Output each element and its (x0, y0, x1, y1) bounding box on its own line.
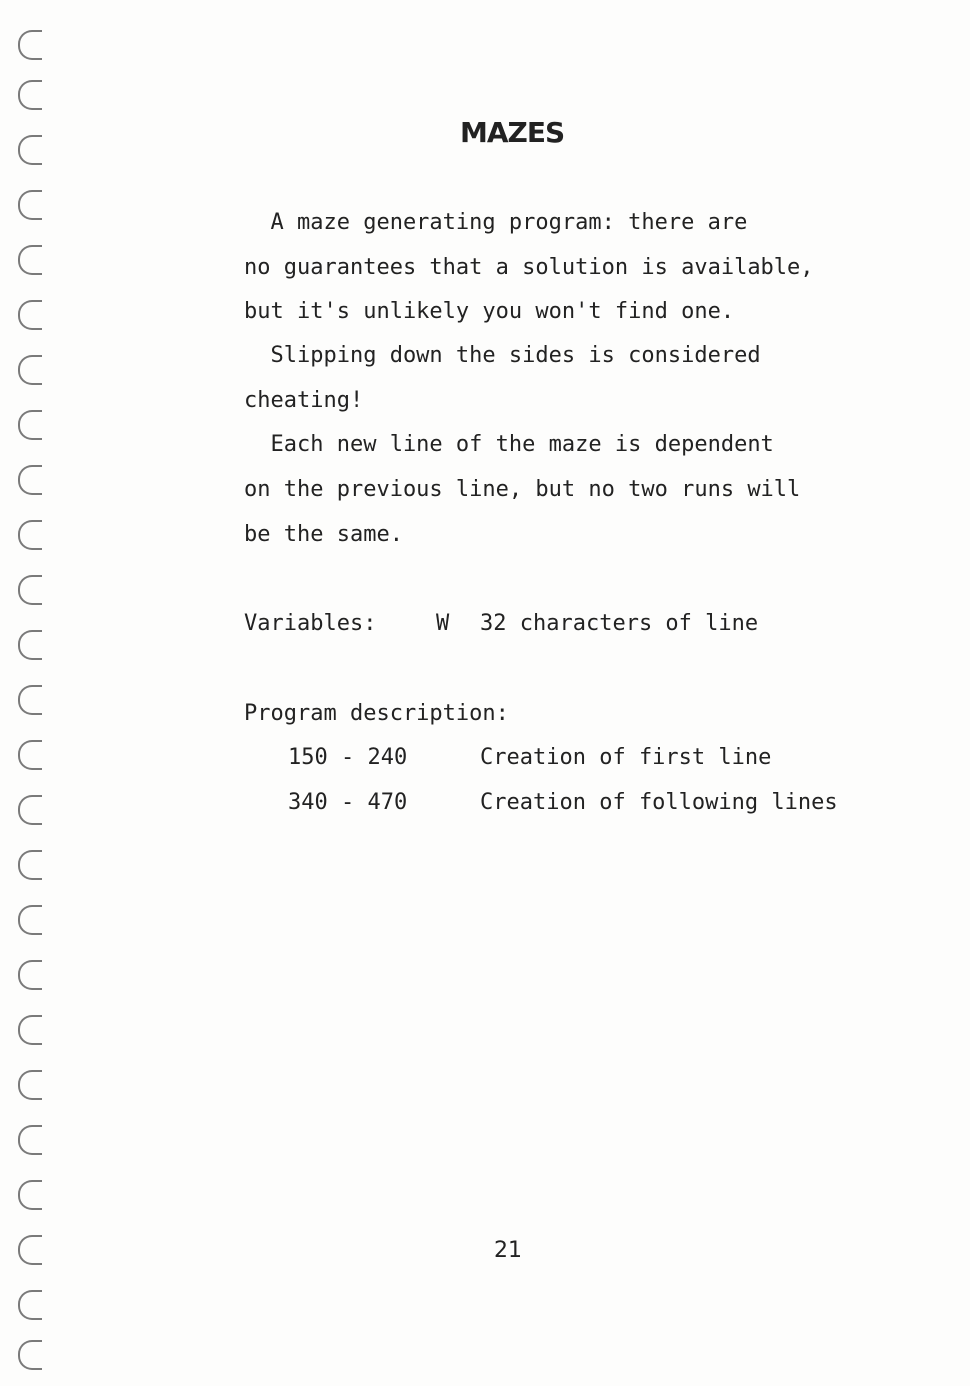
binder-ring (18, 1015, 42, 1045)
line-range: 150 - 240 (288, 745, 408, 770)
paragraph-line: no guarantees that a solution is available, (244, 255, 814, 280)
binder-ring (18, 1235, 42, 1265)
binder-ring (18, 520, 42, 550)
binder-ring (18, 410, 42, 440)
binder-ring (18, 355, 42, 385)
paragraph-line: Slipping down the sides is considered (244, 343, 761, 368)
page-title: MAZES (460, 116, 565, 149)
variable-description: 32 characters of line (480, 611, 759, 636)
binder-ring (18, 685, 42, 715)
program-description-heading: Program description: (244, 701, 509, 726)
binder-ring (18, 630, 42, 660)
binder-ring (18, 245, 42, 275)
page-number: 21 (494, 1238, 522, 1263)
variables-label: Variables: (244, 611, 377, 636)
binder-ring (18, 960, 42, 990)
binder-ring (18, 905, 42, 935)
paragraph-line: on the previous line, but no two runs will (244, 477, 801, 502)
binder-ring (18, 1340, 42, 1370)
binder-ring (18, 1070, 42, 1100)
paragraph-line: cheating! (244, 388, 364, 413)
paragraph-line: Each new line of the maze is dependent (244, 432, 774, 457)
variable-name: W (436, 611, 450, 636)
binder-ring (18, 1290, 42, 1320)
line-range-description: Creation of first line (480, 745, 772, 770)
binder-ring (18, 465, 42, 495)
binder-rings (8, 20, 48, 1380)
binder-ring (18, 300, 42, 330)
binder-ring (18, 80, 42, 110)
paragraph-line: but it's unlikely you won't find one. (244, 299, 735, 324)
binder-ring (18, 1125, 42, 1155)
binder-ring (18, 190, 42, 220)
binder-ring (18, 575, 42, 605)
paragraph-line: be the same. (244, 522, 403, 547)
binder-ring (18, 1180, 42, 1210)
binder-ring (18, 740, 42, 770)
paragraph-line: A maze generating program: there are (244, 210, 748, 235)
binder-ring (18, 850, 42, 880)
line-range-description: Creation of following lines (480, 790, 838, 815)
binder-ring (18, 795, 42, 825)
binder-ring (18, 135, 42, 165)
binder-ring (18, 30, 42, 60)
line-range: 340 - 470 (288, 790, 408, 815)
